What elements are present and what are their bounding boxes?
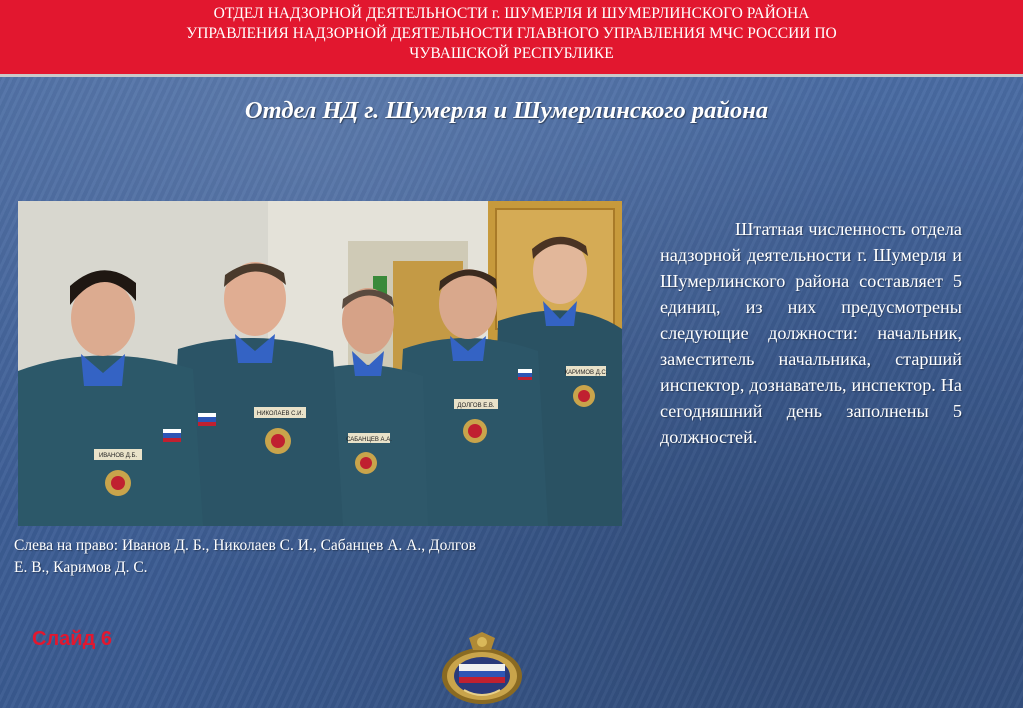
slide-title: Отдел НД г. Шумерля и Шумерлинского района bbox=[244, 97, 769, 124]
slide-number: Слайд 6 bbox=[32, 628, 112, 650]
name-tag-2: НИКОЛАЕВ С.И. bbox=[256, 411, 304, 417]
header-line-3: ЧУВАШСКОЙ РЕСПУБЛИКЕ bbox=[409, 45, 614, 62]
mchs-emblem-icon bbox=[439, 630, 525, 706]
header-line-2: УПРАВЛЕНИЯ НАДЗОРНОЙ ДЕЯТЕЛЬНОСТИ ГЛАВНОГО УПРАВЛЕНИЯ МЧС РОССИИ ПО bbox=[186, 25, 837, 42]
photo-caption: Слева на право: Иванов Д. Б., Николаев С. И., Сабанцев А. А., Долгов Е. В., Каримов Д. С. bbox=[14, 537, 476, 576]
header-banner bbox=[0, 0, 1023, 77]
name-tag-3: САБАНЦЕВ А.А. bbox=[346, 437, 392, 443]
staffing-description: Штатная численность отдела надзорной деятельности г. Шумерля и Шумерлинского района составляет 5 единиц, из них предусмотрены следующие должности: начальник, заместитель начальника, старший инспектор, дознаватель, инспектор. На сегодняшний день заполнены 5 должностей. bbox=[660, 219, 962, 447]
name-tag-1: ИВАНОВ Д.Б. bbox=[98, 453, 138, 459]
header-line-1: ОТДЕЛ НАДЗОРНОЙ ДЕЯТЕЛЬНОСТИ г. ШУМЕРЛЯ И ШУМЕРЛИНСКОГО РАЙОНА bbox=[213, 5, 810, 22]
team-photo bbox=[18, 201, 622, 526]
name-tag-4: ДОЛГОВ Е.В. bbox=[457, 403, 495, 409]
name-tag-5: КАРИМОВ Д.С. bbox=[564, 370, 608, 376]
